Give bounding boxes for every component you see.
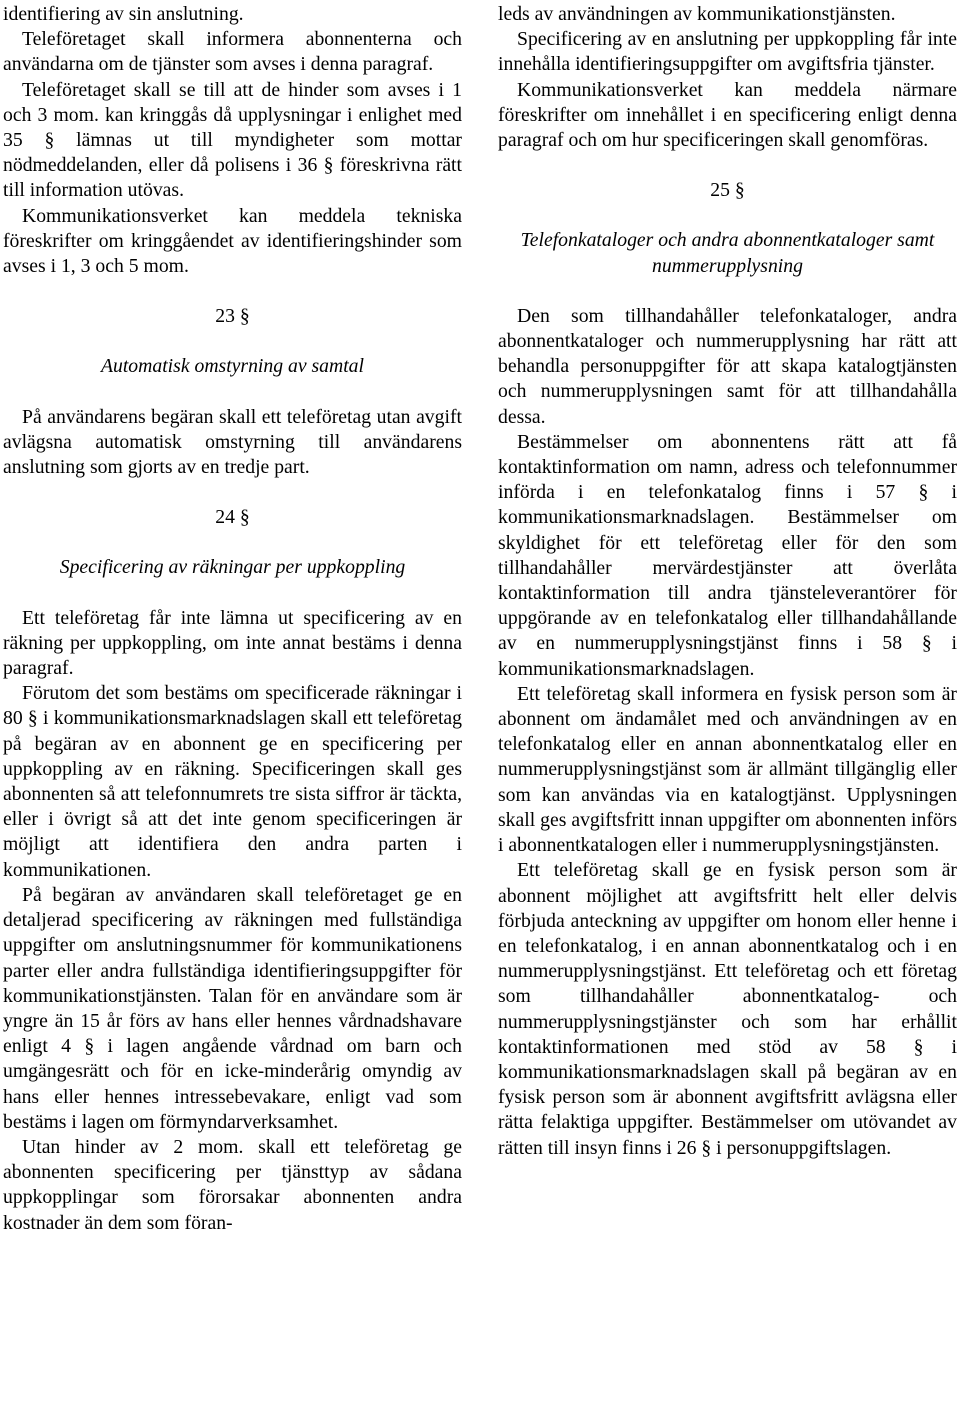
paragraph: Ett teleföretag får inte lämna ut specificering av en räkning per uppkoppling, om inte annat bestäms i denna paragraf. — [3, 606, 462, 680]
paragraph: Den som tillhandahåller telefonkataloger, andra abonnentkataloger och nummerupplysning har rätt att behandla personuppgifter för att skapa katalogtjänsten och nummerupplysningen samt för att tillhandahålla dessa. — [498, 304, 957, 428]
paragraph: Teleföretaget skall se till att de hinder som avses i 1 och 3 mom. kan kringgås då upplysningar i enlighet med 35 § lämnas ut till myndigheter som mottar nödmeddelanden, eller då polisens i 36 § föreskrivna rätt till information utövas. — [3, 78, 462, 202]
paragraph: Ett teleföretag skall ge en fysisk person som är abonnent möjlighet att avgiftsfritt helt eller delvis förbjuda anteckning av uppgifter om honom eller henne i en telefonkatalog, i en annan abonnentkatalog och i en nummerupplysningstjänst. Ett teleföretag och ett företag som tillhandahåller abonnentkatalog- och nummerupplysningstjänster och som har erhållit kontaktinformationen med stöd av 58 § i kommunikationsmarknadslagen skall på begäran av en fysisk person som är abonnent avgiftsfritt avlägsna eller rätta felaktiga uppgifter. Bestämmelser om utövandet av rätten till insyn finns i 26 § i personuppgiftslagen. — [498, 859, 957, 1159]
paragraph: På användarens begäran skall ett teleföretag utan avgift avlägsna automatisk omstyrning till användarens anslutning som gjorts av en tredje part. — [3, 405, 462, 479]
paragraph: Förutom det som bestäms om specificerade räkningar i 80 § i kommunikationsmarknadslagen skall ett teleföretag på begäran av en abonnent ge en specificering per uppkoppling av en räkning. Specificeringen skall ges abonnenten så att telefonnumrets tre sista siffror är täckta, eller i övrigt så att det inte genom specificeringen är möjligt att identifiera den andra parten i kommunikationen. — [3, 682, 462, 881]
paragraph: leds av användningen av kommunikationstjänsten. — [498, 3, 896, 25]
section-number: 25 § — [710, 179, 745, 202]
paragraph: Utan hinder av 2 mom. skall ett teleföretag ge abonnenten specificering per tjänsttyp av sådana uppkopplingar som förorsakar abonnenten andra kostnader än dem som föran- — [3, 1135, 462, 1234]
paragraph: Teleföretaget skall informera abonnenterna och användarna om de tjänster som avses i denna paragraf. — [3, 28, 462, 76]
paragraph: Kommunikationsverket kan meddela tekniska föreskrifter om kringgåendet av identifieringshinder som avses i 1, 3 och 5 mom. — [3, 204, 462, 278]
section-title: Telefonkataloger och andra abonnentkataloger samt nummerupplysning — [520, 229, 935, 277]
section-number: 24 § — [215, 506, 250, 529]
section-title: Automatisk omstyrning av samtal — [100, 355, 365, 378]
left-column — [3, 2, 462, 1236]
paragraph: Bestämmelser om abonnentens rätt att få kontaktinformation om namn, adress och telefonnummer införda i en telefonkatalog finns i 57 § i kommunikationsmarknadslagen. Bestämmelser om skyldighet för ett teleföretag eller för den som tillhandahåller mervärdestjänster att överlåta kontaktinformation till andra tjänsteleverantörer för uppgörande av en telefonkatalog eller tillhandahållande av en nummerupplysningstjänst finns i 58 § i kommunikationsmarknadslagen. — [498, 430, 957, 680]
paragraph: Specificering av en anslutning per uppkoppling får inte innehålla identifieringsuppgifter om avgiftsfria tjänster. — [498, 28, 957, 76]
section-number: 23 § — [215, 305, 250, 328]
paragraph: Kommunikationsverket kan meddela närmare föreskrifter om innehållet i en specificering enligt denna paragraf och om hur specificeringen skall genomföras. — [498, 78, 957, 152]
right-column — [498, 2, 957, 1161]
paragraph: Ett teleföretag skall informera en fysisk person som är abonnent om ändamålet med och användningen av en telefonkatalog eller en annan abonnentkatalog eller en nummerupplysningstjänst som är allmänt tillgänglig eller som kan användas via en katalogtjänst. Upplysningen skall ges avgiftsfritt innan uppgifter om abonnenten införs i abonnentkatalogen eller i nummerupplysningstjänsten. — [498, 682, 957, 857]
paragraph: identifiering av sin anslutning. — [3, 3, 244, 25]
paragraph: På begäran av användaren skall teleföretaget ge en detaljerad specificering av räkningen med fullständiga uppgifter om anslutningsnummer för kommunikationens parter eller andra fullständiga identifieringsuppgifter för kommunikationstjänsten. Talan för en användare som är yngre än 15 år förs av hans eller hennes vårdnadshavare enligt 4 § i lagen angående vårdnad om barn och umgängesrätt och för en icke-minderårig omyndig av hans eller hennes intressebevakare, enligt vad som bestäms i lagen om förmyndarverksamhet. — [3, 883, 462, 1133]
section-title: Specificering av räkningar per uppkoppling — [59, 556, 406, 579]
